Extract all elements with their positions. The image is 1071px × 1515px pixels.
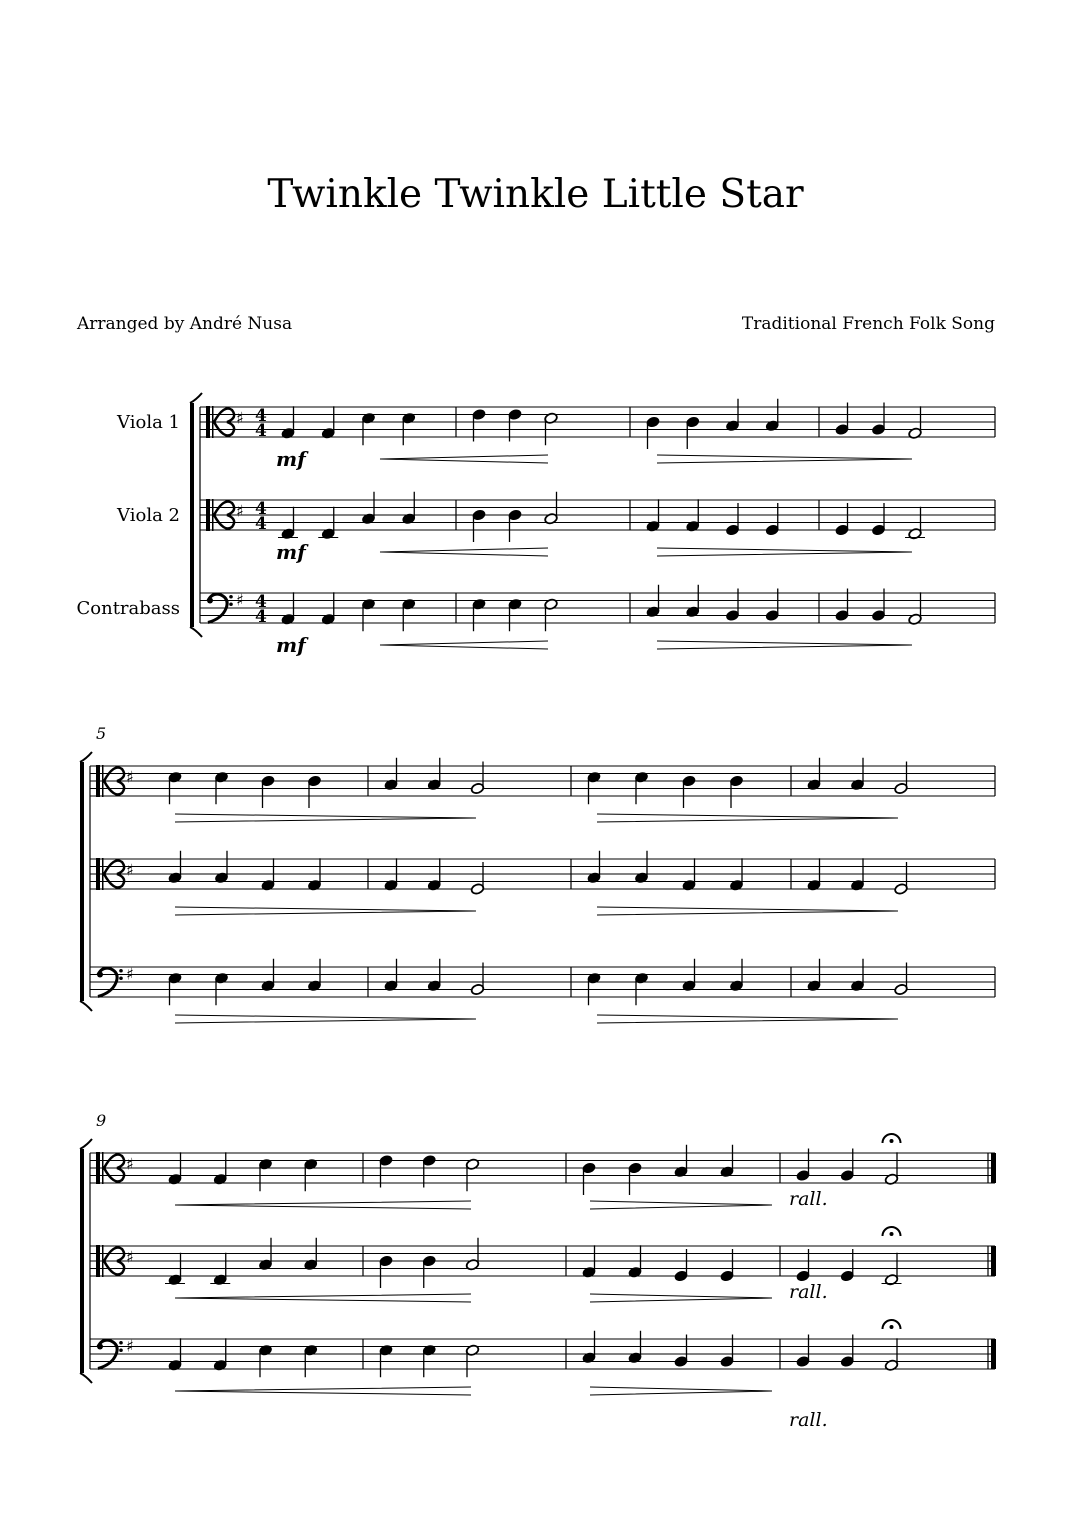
time-signature-denominator: 4 — [255, 421, 267, 441]
alto-clef-icon — [102, 765, 104, 797]
time-signature-numerator: 4 — [255, 499, 267, 519]
bass-clef-icon — [119, 1341, 123, 1345]
bass-clef-icon — [207, 598, 213, 604]
decrescendo-hairpin — [597, 907, 898, 915]
crescendo-hairpin — [380, 548, 548, 556]
alto-clef-icon — [96, 1245, 100, 1277]
bass-clef-icon — [97, 972, 103, 978]
bass-clef-icon — [229, 602, 233, 606]
crescendo-hairpin — [380, 641, 548, 649]
system-bracket — [190, 403, 194, 627]
sharp-key-signature-icon: ♯ — [236, 590, 244, 610]
alto-clef-icon — [96, 858, 100, 890]
time-signature-numerator: 4 — [255, 592, 267, 612]
rallentando-mark: rall. — [789, 1281, 828, 1303]
bracket-top-hook — [80, 1139, 92, 1149]
decrescendo-hairpin — [175, 907, 476, 915]
system-bracket — [80, 762, 84, 1001]
alto-clef-icon — [206, 499, 210, 531]
decrescendo-hairpin — [657, 641, 912, 649]
rallentando-mark: rall. — [789, 1188, 828, 1210]
sharp-key-signature-icon: ♯ — [126, 1336, 134, 1356]
time-signature-numerator: 4 — [255, 406, 267, 426]
arranger-credit: Arranged by André Nusa — [77, 314, 293, 334]
instrument-label: Viola 2 — [117, 505, 180, 526]
bass-clef-icon — [97, 1344, 103, 1350]
alto-clef-icon — [212, 406, 214, 438]
sharp-key-signature-icon: ♯ — [126, 1247, 134, 1267]
sharp-key-signature-icon: ♯ — [126, 964, 134, 984]
alto-clef-icon — [102, 1245, 104, 1277]
final-thick-barline — [991, 1246, 996, 1276]
composer-credit: Traditional French Folk Song — [741, 314, 995, 334]
system-bracket — [80, 1149, 84, 1373]
decrescendo-hairpin — [590, 1294, 772, 1302]
measure-number: 9 — [96, 1111, 107, 1130]
decrescendo-hairpin — [597, 1015, 898, 1023]
decrescendo-hairpin — [657, 455, 912, 463]
crescendo-hairpin — [175, 1201, 471, 1209]
fermata-icon — [890, 1139, 894, 1143]
crescendo-hairpin — [175, 1294, 471, 1302]
time-signature-denominator: 4 — [255, 607, 267, 627]
instrument-label: Contrabass — [76, 598, 180, 619]
alto-clef-icon — [102, 858, 104, 890]
crescendo-hairpin — [380, 455, 548, 463]
alto-clef-icon — [206, 406, 210, 438]
bass-clef-icon — [119, 1348, 123, 1352]
decrescendo-hairpin — [590, 1387, 772, 1395]
rallentando-mark: rall. — [789, 1409, 828, 1431]
dynamic-mark: mf — [276, 633, 306, 657]
fermata-icon — [890, 1232, 894, 1236]
bracket-top-hook — [80, 752, 92, 762]
alto-clef-icon — [102, 1152, 104, 1184]
alto-clef-icon — [96, 1152, 100, 1184]
final-thick-barline — [991, 1339, 996, 1369]
decrescendo-hairpin — [597, 814, 898, 822]
alto-clef-icon — [212, 499, 214, 531]
dynamic-mark: mf — [276, 540, 306, 564]
bass-clef-icon — [229, 595, 233, 599]
decrescendo-hairpin — [590, 1201, 772, 1209]
final-thick-barline — [991, 1153, 996, 1183]
dynamic-mark: mf — [276, 447, 306, 471]
instrument-label: Viola 1 — [117, 412, 180, 433]
alto-clef-icon — [96, 765, 100, 797]
decrescendo-hairpin — [175, 814, 476, 822]
score-title: Twinkle Twinkle Little Star — [267, 172, 804, 217]
sharp-key-signature-icon: ♯ — [236, 501, 244, 521]
crescendo-hairpin — [175, 1387, 471, 1395]
sharp-key-signature-icon: ♯ — [126, 767, 134, 787]
sharp-key-signature-icon: ♯ — [126, 860, 134, 880]
bass-clef-icon — [119, 976, 123, 980]
measure-number: 5 — [96, 724, 107, 743]
bass-clef-icon — [119, 969, 123, 973]
time-signature-denominator: 4 — [255, 514, 267, 534]
sharp-key-signature-icon: ♯ — [126, 1154, 134, 1174]
bracket-bottom-hook — [190, 627, 202, 637]
decrescendo-hairpin — [175, 1015, 476, 1023]
sharp-key-signature-icon: ♯ — [236, 408, 244, 428]
fermata-icon — [890, 1325, 894, 1329]
bracket-bottom-hook — [80, 1373, 92, 1383]
bracket-bottom-hook — [80, 1001, 92, 1011]
bracket-top-hook — [190, 393, 202, 403]
decrescendo-hairpin — [657, 548, 912, 556]
